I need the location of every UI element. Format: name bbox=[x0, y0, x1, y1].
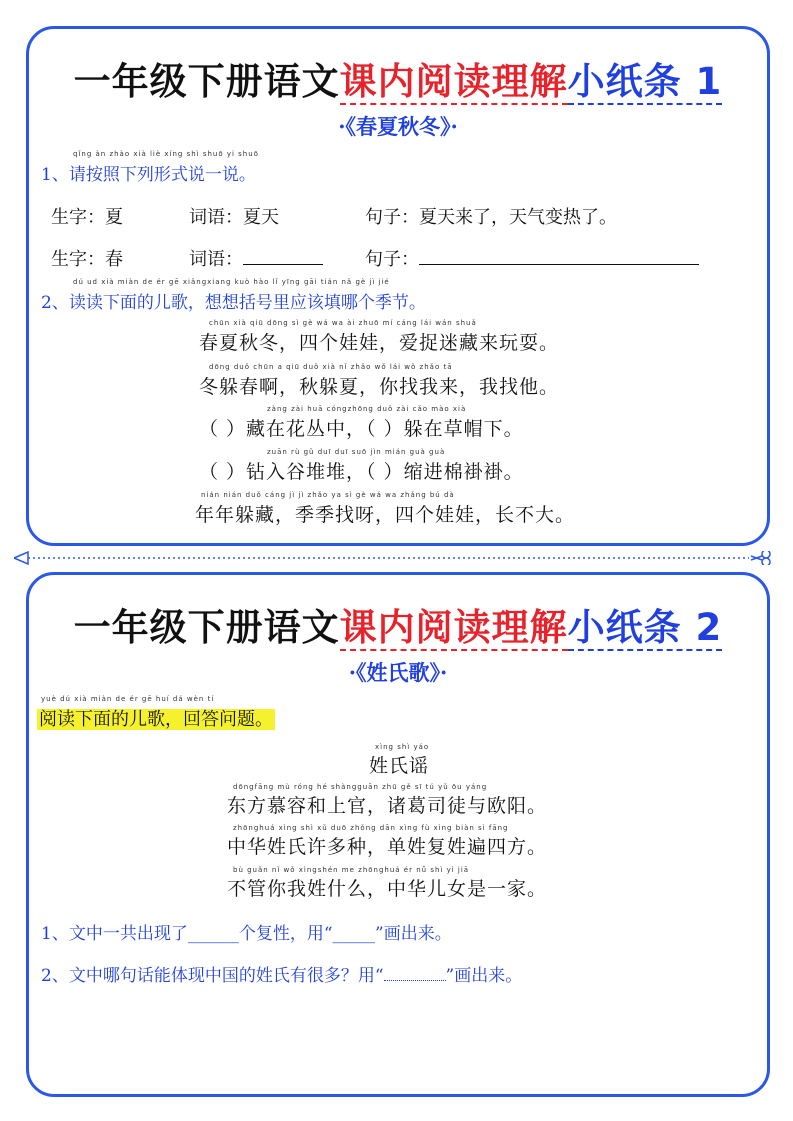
poem-line-2: 中华姓氏许多种，单姓复姓遍四方。 bbox=[227, 836, 548, 858]
poem-line-2-pinyin: zhōnghuá xìng shì xǔ duō zhǒng dān xìng fù xìng biàn sì fāng bbox=[233, 824, 509, 832]
left-arrow-icon bbox=[14, 552, 28, 564]
poem-title-pinyin: xìng shì yáo bbox=[375, 743, 430, 751]
question-2-text: 2、文中哪句话能体现中国的姓氏有很多？用“ bbox=[41, 966, 384, 986]
title-topic: 课内阅读理解 bbox=[339, 606, 568, 649]
title-grade: 一年级下册语文 bbox=[73, 60, 340, 103]
scissors-icon bbox=[751, 551, 770, 565]
poem-line-5-pinyin: nián nián duǒ cáng jì jì zhǎo ya sì gè wá wa zhǎng bú dà bbox=[201, 491, 455, 499]
card-title bbox=[29, 51, 767, 105]
poem-line-2-pinyin: dōng duǒ chūn a qiū duǒ xià nǐ zhǎo wǒ lái wǒ zhǎo tā bbox=[209, 363, 453, 371]
poem-line-4: （ ）钻入谷堆堆，（ ）缩进棉褂褂。 bbox=[199, 461, 524, 483]
question-1: 1、请按照下列形式说一说。 bbox=[41, 165, 256, 185]
worksheet-card-2 bbox=[26, 572, 770, 1097]
row1-sentence: 句子：夏天来了，天气变热了。 bbox=[365, 207, 617, 228]
question-2: 2、读读下面的儿歌，想想括号里应该填哪个季节。 bbox=[41, 293, 426, 313]
instruction bbox=[37, 705, 275, 731]
wavy-line-sample bbox=[384, 980, 446, 981]
poem-line-1-pinyin: dōngfāng mù róng hé shàngguān zhū gě sī tú yǔ ōu yáng bbox=[233, 783, 488, 791]
title-topic: 课内阅读理解 bbox=[339, 60, 568, 103]
poem-title: 姓氏谣 bbox=[369, 755, 430, 777]
sentence-answer-blank[interactable] bbox=[419, 264, 699, 265]
row2-sentence bbox=[365, 245, 699, 271]
instruction-pinyin: yuè dú xià miàn de ér gē huí dá wèn tí bbox=[41, 695, 215, 703]
poem-line-3-pinyin: zàng zài huā cóngzhōng duǒ zài cǎo mào xià bbox=[267, 405, 467, 413]
lesson-subtitle: ·《姓氏歌》· bbox=[348, 660, 448, 685]
worksheet-card-1 bbox=[26, 26, 770, 546]
poem-line-3: 不管你我姓什么，中华儿女是一家。 bbox=[227, 878, 548, 900]
row2-sentence-label: 句子： bbox=[365, 249, 419, 270]
row1-word: 词语：夏天 bbox=[189, 207, 279, 228]
title-number: 小纸条 2 bbox=[567, 606, 723, 649]
question-2-end: ”画出来。 bbox=[445, 966, 523, 986]
poem-line-1-pinyin: chūn xià qiū dōng sì gè wá wa ài zhuō mí cáng lái wán shuǎ bbox=[209, 319, 477, 327]
row1-char: 生字：夏 bbox=[51, 207, 123, 228]
poem-line-1: 春夏秋冬，四个娃娃，爱捉迷藏来玩耍。 bbox=[199, 332, 560, 354]
question-1: 1、文中一共出现了______个复性，用“_____”画出来。 bbox=[41, 924, 452, 944]
title-number: 小纸条 1 bbox=[567, 60, 723, 103]
q2-pinyin: dú ud xià miàn de ér gē xiǎngxiang kuò hào lǐ yīng gāi tián nǎ gè jì jié bbox=[73, 278, 390, 286]
word-answer-blank[interactable] bbox=[243, 264, 323, 265]
poem-line-5: 年年躲藏，季季找呀，四个娃娃，长不大。 bbox=[195, 504, 576, 526]
q1-pinyin: qǐng àn zhào xià liè xíng shì shuō yi shuō bbox=[73, 150, 259, 158]
row2-word bbox=[189, 245, 323, 271]
poem-line-2: 冬躲春啊，秋躲夏，你找我来，我找他。 bbox=[199, 376, 560, 398]
row2-word-label: 词语： bbox=[189, 249, 243, 270]
card-title bbox=[29, 597, 767, 651]
poem-line-4-pinyin: zuān rù gǔ duī duī suō jìn mián guà guà bbox=[267, 448, 446, 456]
poem-line-3: （ ）藏在花丛中，（ ）躲在草帽下。 bbox=[199, 418, 524, 440]
instruction-text: 阅读下面的儿歌，回答问题。 bbox=[39, 709, 273, 730]
title-grade: 一年级下册语文 bbox=[73, 606, 340, 649]
poem-line-1: 东方慕容和上官，诸葛司徒与欧阳。 bbox=[227, 795, 548, 817]
poem-line-3-pinyin: bù guǎn nǐ wǒ xìngshén me zhōnghuá ér nǚ shì yì jiā bbox=[233, 866, 470, 874]
row2-char: 生字：春 bbox=[51, 249, 123, 270]
question-2 bbox=[41, 961, 522, 986]
lesson-subtitle: ·《春夏秋冬》· bbox=[338, 114, 458, 139]
cut-line bbox=[14, 551, 774, 565]
